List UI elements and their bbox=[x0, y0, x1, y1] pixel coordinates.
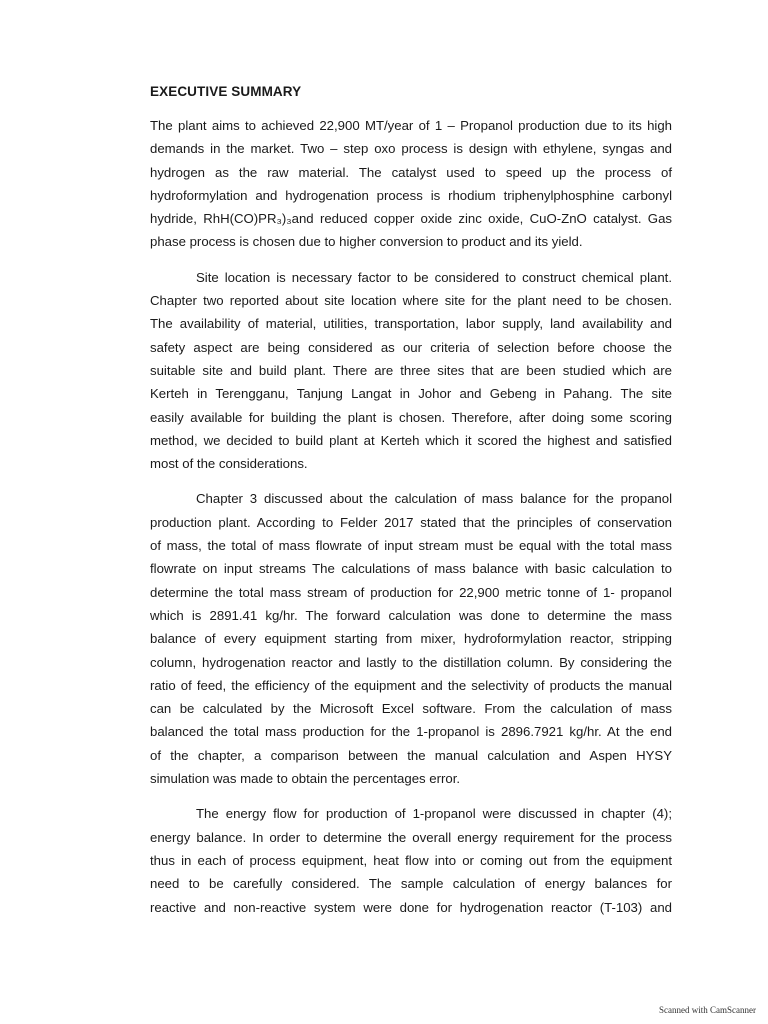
paragraph-line: The availability of material, utilities, transportation, labor supply, land availability and bbox=[150, 316, 672, 332]
paragraph-line: of the chapter, a comparison between the manual calculation and Aspen HYSY bbox=[150, 747, 672, 763]
paragraph-line: balanced the total mass production for the 1-propanol is 2896.7921 kg/hr. At the end bbox=[150, 724, 672, 740]
paragraph bbox=[150, 487, 672, 790]
paragraph-line: safety aspect are being considered as our criteria of selection before choose the bbox=[150, 339, 672, 355]
paragraph-line: hydride, RhH(CO)PR₃)₃and reduced copper oxide zinc oxide, CuO-ZnO catalyst. Gas bbox=[150, 211, 672, 227]
paragraph-line: hydrogen as the raw material. The catalyst used to speed up the process of bbox=[150, 164, 672, 180]
paragraph-line: which is 2891.41 kg/hr. The forward calculation was done to determine the mass bbox=[150, 607, 672, 623]
paragraph bbox=[150, 114, 672, 254]
paragraph-line: reactive and non-reactive system were done for hydrogenation reactor (T-103) and bbox=[150, 899, 672, 915]
paragraph-line: The plant aims to achieved 22,900 MT/year of 1 – Propanol production due to its high bbox=[150, 118, 672, 133]
paragraph-line: simulation was made to obtain the percentages error. bbox=[150, 771, 461, 787]
paragraph-line: phase process is chosen due to higher conversion to product and its yield. bbox=[150, 234, 583, 250]
document-body bbox=[150, 114, 672, 919]
paragraph-line: demands in the market. Two – step oxo process is design with ethylene, syngas and bbox=[150, 141, 672, 157]
scanner-watermark: Scanned with CamScanner bbox=[659, 1005, 756, 1015]
paragraph-line: flowrate on input streams The calculations of mass balance with basic calculation to bbox=[150, 561, 672, 577]
paragraph-line: thus in each of process equipment, heat flow into or coming out from the equipment bbox=[150, 852, 672, 868]
paragraph-line: Chapter 3 discussed about the calculation of mass balance for the propanol bbox=[196, 491, 672, 507]
paragraph-line: need to be carefully considered. The sample calculation of energy balances for bbox=[150, 876, 672, 892]
paragraph-line: Kerteh in Terengganu, Tanjung Langat in Johor and Gebeng in Pahang. The site bbox=[150, 386, 672, 402]
paragraph-line: hydroformylation and hydrogenation process is rhodium triphenylphosphine carbonyl bbox=[150, 187, 672, 203]
paragraph-line: most of the considerations. bbox=[150, 456, 308, 472]
paragraph bbox=[150, 802, 672, 918]
paragraph-line: The energy flow for production of 1-propanol were discussed in chapter (4); bbox=[196, 806, 672, 822]
paragraph bbox=[150, 266, 672, 476]
paragraph-line: balance of every equipment starting from mixer, hydroformylation reactor, stripping bbox=[150, 631, 672, 647]
paragraph-line: energy balance. In order to determine the overall energy requirement for the process bbox=[150, 829, 672, 845]
paragraph-line: method, we decided to build plant at Kerteh which it scored the highest and satisfied bbox=[150, 432, 672, 448]
paragraph-line: determine the total mass stream of production for 22,900 metric tonne of 1- propanol bbox=[150, 584, 672, 600]
paragraph-line: can be calculated by the Microsoft Excel software. From the calculation of mass bbox=[150, 701, 672, 717]
paragraph-line: production plant. According to Felder 2017 stated that the principles of conservation bbox=[150, 514, 672, 530]
paragraph-line: suitable site and build plant. There are three sites that are been studied which are bbox=[150, 362, 672, 378]
document-title: EXECUTIVE SUMMARY bbox=[150, 84, 302, 99]
paragraph-line: easily available for building the plant is chosen. Therefore, after doing some scoring bbox=[150, 409, 672, 425]
paragraph-line: column, hydrogenation reactor and lastly to the distillation column. By considering the bbox=[150, 654, 672, 670]
paragraph-line: ratio of feed, the efficiency of the equipment and the selectivity of products the manual bbox=[150, 677, 672, 693]
paragraph-line: of mass, the total of mass flowrate of input stream must be equal with the total mass bbox=[150, 538, 672, 554]
paragraph-line: Site location is necessary factor to be considered to construct chemical plant. bbox=[196, 269, 672, 285]
document-page bbox=[150, 84, 672, 931]
paragraph-line: Chapter two reported about site location where site for the plant need to be chosen. bbox=[150, 293, 672, 309]
